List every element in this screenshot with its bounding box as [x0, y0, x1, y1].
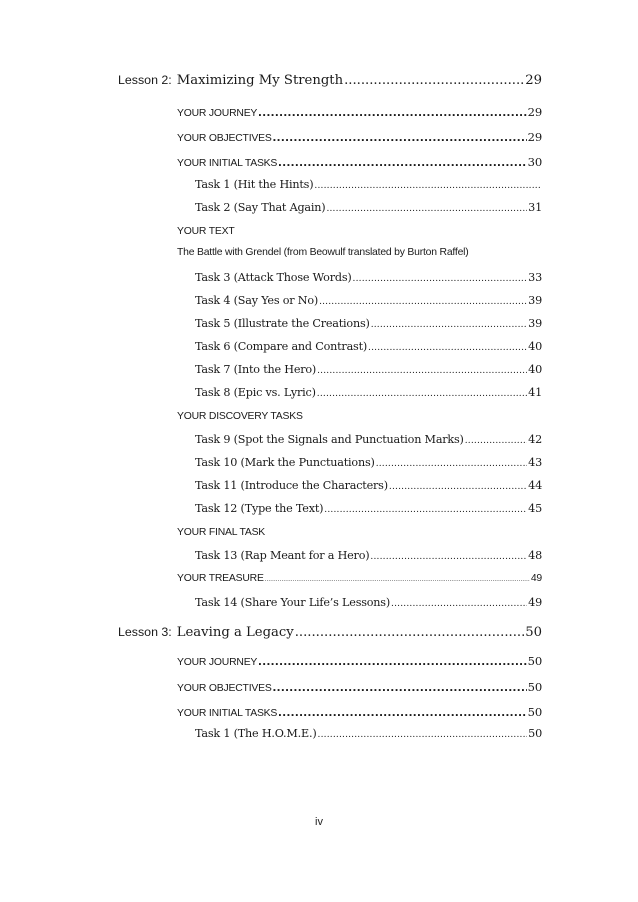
entry-label: YOUR JOURNEY — [177, 657, 258, 668]
entry-label: YOUR OBJECTIVES — [177, 133, 272, 144]
dot-leader — [314, 181, 541, 191]
entry-label: Task 3 (Attack Those Words) — [195, 271, 352, 284]
toc-entry-task-14[interactable] — [195, 596, 542, 609]
lesson-3-page: 50 — [525, 625, 542, 640]
dot-leader — [371, 320, 527, 330]
dot-leader — [258, 653, 526, 668]
dot-leader — [353, 274, 528, 284]
dot-leader — [376, 459, 527, 469]
dot-leader — [391, 599, 527, 609]
entry-page: 39 — [528, 317, 542, 330]
entry-page: 48 — [528, 549, 542, 562]
entry-page: 42 — [528, 433, 542, 446]
lesson-3-prefix: Lesson 3: — [118, 625, 172, 639]
entry-page: 29 — [527, 130, 542, 144]
dot-leader — [273, 129, 527, 144]
toc-entry-task-2[interactable] — [195, 201, 542, 214]
entry-label: Task 8 (Epic vs. Lyric) — [195, 386, 316, 399]
entry-label: Task 11 (Introduce the Characters) — [195, 479, 388, 492]
heading-label: YOUR TEXT — [177, 226, 235, 237]
toc-heading-your-final-task[interactable] — [177, 527, 542, 538]
toc-entry-task-8[interactable] — [195, 386, 542, 399]
toc-heading-your-discovery-tasks[interactable] — [177, 411, 542, 422]
entry-label: Task 7 (Into the Hero) — [195, 363, 317, 376]
entry-label: Task 10 (Mark the Punctuations) — [195, 456, 375, 469]
toc-entry-task-6[interactable] — [195, 340, 542, 353]
toc-entry-your-initial-tasks[interactable] — [177, 154, 542, 169]
dot-leader — [273, 679, 527, 694]
toc-entry-task-11[interactable] — [195, 479, 542, 492]
dot-leader — [324, 505, 527, 515]
dot-leader — [389, 482, 527, 492]
toc-entry-task-13[interactable] — [195, 549, 542, 562]
entry-label: Task 13 (Rap Meant for a Hero) — [195, 549, 370, 562]
dot-leader — [278, 704, 527, 719]
toc-entry-task-9[interactable] — [195, 433, 542, 446]
entry-label: Task 12 (Type the Text) — [195, 502, 324, 515]
entry-page: 49 — [530, 573, 542, 584]
toc-entry-your-journey[interactable] — [177, 104, 542, 119]
entry-page: 45 — [528, 502, 542, 515]
entry-page: 49 — [528, 596, 542, 609]
toc-entry-your-journey-l3[interactable] — [177, 653, 542, 668]
entry-page: 40 — [528, 340, 542, 353]
entry-label: YOUR INITIAL TASKS — [177, 708, 278, 719]
dot-leader — [370, 552, 527, 562]
toc-entry-task-3[interactable] — [195, 271, 542, 284]
entry-label: YOUR INITIAL TASKS — [177, 158, 278, 169]
toc-entry-task-10[interactable] — [195, 456, 542, 469]
entry-page: 50 — [527, 654, 542, 668]
entry-label: Task 5 (Illustrate the Creations) — [195, 317, 370, 330]
entry-label: Task 9 (Spot the Signals and Punctuation Marks) — [195, 433, 464, 446]
text-title-label: The Battle with Grendel (from Beowulf translated by Burton Raffel) — [177, 247, 469, 258]
toc-entry-task-12[interactable] — [195, 502, 542, 515]
toc-entry-task-1[interactable] — [195, 178, 542, 191]
toc-entry-task-4[interactable] — [195, 294, 542, 307]
entry-page: 31 — [528, 201, 542, 214]
page-number: iv — [315, 816, 323, 828]
heading-label: YOUR DISCOVERY TASKS — [177, 411, 303, 422]
entry-label: Task 4 (Say Yes or No) — [195, 294, 319, 307]
entry-label: YOUR OBJECTIVES — [177, 683, 272, 694]
entry-label: Task 14 (Share Your Life’s Lessons) — [195, 596, 391, 609]
dot-leader — [295, 625, 525, 640]
entry-page: 29 — [527, 105, 542, 119]
entry-label: Task 6 (Compare and Contrast) — [195, 340, 368, 353]
toc-heading-your-text[interactable] — [177, 226, 542, 237]
toc-entry-your-objectives[interactable] — [177, 129, 542, 144]
entry-page: 50 — [528, 727, 542, 740]
toc-entry-your-initial-tasks-l3[interactable] — [177, 704, 542, 719]
toc-entry-task-7[interactable] — [195, 363, 542, 376]
dot-leader — [258, 104, 526, 119]
lesson-3-title: Leaving a Legacy — [176, 625, 294, 640]
dot-leader — [318, 730, 528, 740]
entry-page: 40 — [528, 363, 542, 376]
dot-leader — [368, 343, 527, 353]
dot-leader — [465, 436, 527, 446]
dot-leader — [319, 297, 527, 307]
dot-leader — [326, 204, 527, 214]
dot-leader — [317, 389, 527, 399]
entry-label: Task 2 (Say That Again) — [195, 201, 326, 214]
toc-entry-your-treasure[interactable] — [177, 573, 542, 584]
entry-page: 44 — [528, 479, 542, 492]
toc-lesson-2[interactable] — [118, 73, 542, 88]
dot-leader — [344, 73, 524, 88]
toc-text-title[interactable] — [177, 247, 542, 258]
entry-label: YOUR TREASURE — [177, 573, 264, 584]
toc-entry-task-5[interactable] — [195, 317, 542, 330]
toc-lesson-3[interactable] — [118, 625, 542, 640]
entry-page: 41 — [528, 386, 542, 399]
entry-page: 39 — [528, 294, 542, 307]
lesson-2-prefix: Lesson 2: — [118, 73, 172, 87]
toc-entry-your-objectives-l3[interactable] — [177, 679, 542, 694]
entry-page: 50 — [527, 705, 542, 719]
lesson-2-title: Maximizing My Strength — [176, 73, 344, 88]
entry-page: 30 — [527, 155, 542, 169]
heading-label: YOUR FINAL TASK — [177, 527, 266, 538]
dot-leader — [278, 154, 527, 169]
entry-label: Task 1 (The H.O.M.E.) — [195, 727, 317, 740]
entry-page: 43 — [528, 456, 542, 469]
dot-leader — [317, 366, 527, 376]
toc-entry-task-1-l3[interactable] — [195, 727, 542, 740]
entry-page: 50 — [527, 680, 542, 694]
entry-label: YOUR JOURNEY — [177, 108, 258, 119]
lesson-2-page: 29 — [525, 73, 542, 88]
dot-leader — [265, 577, 530, 583]
entry-label: Task 1 (Hit the Hints) — [195, 178, 314, 191]
entry-page: 33 — [528, 271, 542, 284]
